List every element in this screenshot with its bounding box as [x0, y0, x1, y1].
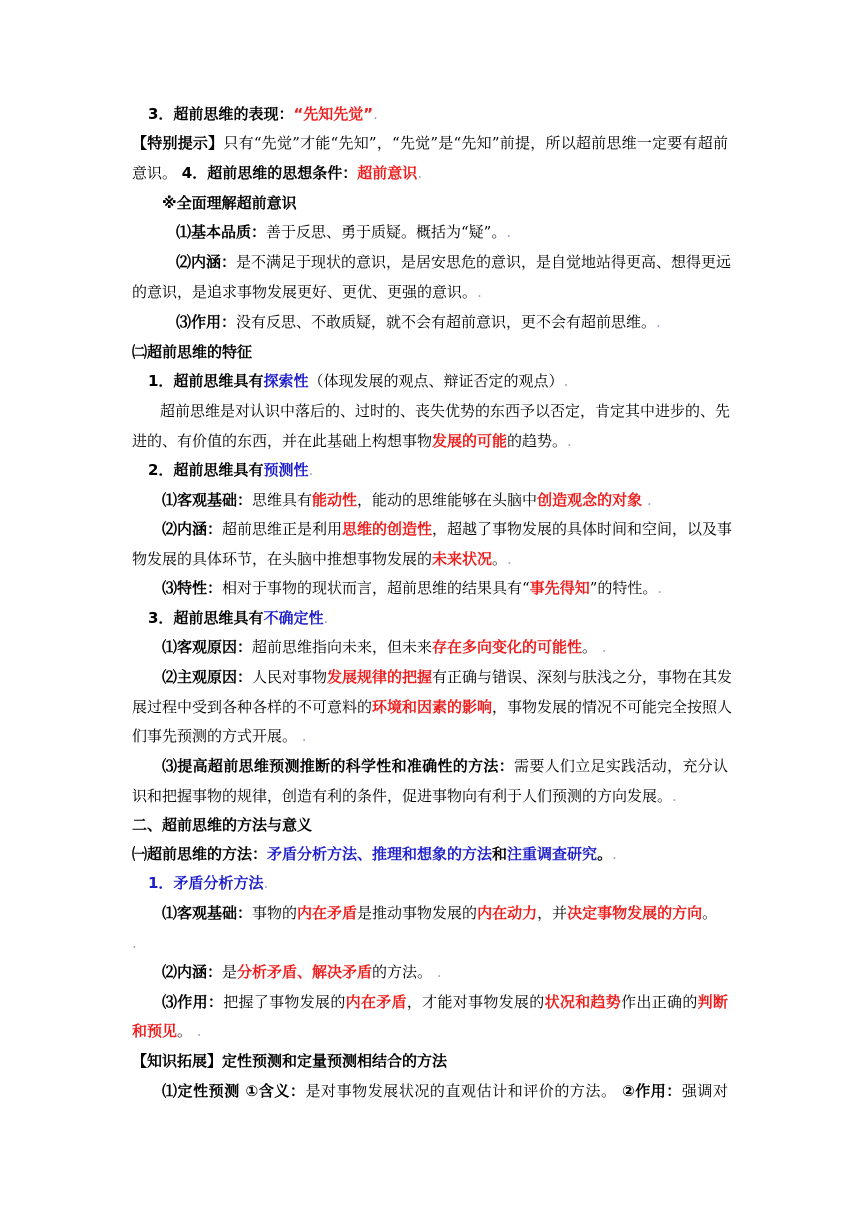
heading-uncertainty: 3．超前思维具有不确定性.	[148, 609, 329, 627]
predictive-connotation-line2: 物发展的具体环节，在头脑中推想事物发展的未来状况。.	[132, 550, 512, 568]
tip-paragraph-line1: 【特别提示】只有“先觉”才能“先知”，“先觉”是“先知”前提，所以超前思维一定要有超前	[132, 134, 728, 152]
contradiction-connotation: ⑵内涵：是分析矛盾、解决矛盾的方法。 .	[162, 963, 442, 981]
tip-paragraph-line2: 意识。 4．超前思维的思想条件：超前意识.	[132, 164, 423, 182]
exploratory-paragraph-line1: 超前思维是对认识中落后的、过时的、丧失优势的东西予以否定，肯定其中进步的、先	[160, 402, 731, 420]
contradiction-function-line2: 和预见。 .	[132, 1022, 202, 1040]
item-connotation-line2: 的意识，是追求事物发展更好、更优、更强的意识。.	[132, 283, 482, 301]
section-methods-significance: 二、超前思维的方法与意义	[132, 816, 313, 834]
heading-predictive: 2．超前思维具有预测性.	[148, 461, 314, 479]
uncertainty-subjective-line3: 们事先预测的方式开展。 .	[132, 727, 307, 745]
heading-exploratory: 1．超前思维具有探索性（体现发展的观点、辩证否定的观点）.	[148, 372, 569, 390]
section-characteristics: ㈡超前思维的特征	[132, 343, 253, 361]
method-improve-line1: ⑶提高超前思维预测推断的科学性和准确性的方法：需要人们立足实践活动，充分认	[162, 757, 728, 775]
blank-paragraph: .	[132, 934, 137, 952]
contradiction-objective-basis: ⑴客观基础：事物的内在矛盾是推动事物发展的内在动力，并决定事物发展的方向。	[162, 904, 718, 922]
heading-manifestation: 3．超前思维的表现：“先知先觉”.	[148, 105, 378, 123]
qualitative-forecast: ⑴定性预测 ①含义：是对事物发展状况的直观估计和评价的方法。 ②作用：强调对	[162, 1082, 728, 1100]
contradiction-function-line1: ⑶作用：把握了事物发展的内在矛盾，才能对事物发展的状况和趋势作出正确的判断	[162, 993, 728, 1011]
item-basic-quality: ⑴基本品质：善于反思、勇于质疑。概括为“疑”。.	[176, 223, 512, 241]
item-connotation-line1: ⑵内涵：是不满足于现状的意识，是居安思危的意识，是自觉地站得更高、想得更远	[176, 253, 732, 271]
uncertainty-subjective-line2: 展过程中受到各种各样的不可意料的环境和因素的影响，事物发展的情况不可能完全按照人	[132, 698, 733, 716]
subheading-understanding: ※全面理解超前意识	[162, 194, 297, 212]
uncertainty-subjective-line1: ⑵主观原因：人民对事物发展规律的把握有正确与错误、深刻与肤浅之分，事物在其发	[162, 668, 733, 686]
item-function: ⑶作用：没有反思、不敢质疑，就不会有超前意识，更不会有超前思维。.	[176, 313, 661, 331]
uncertainty-objective-cause: ⑴客观原因：超前思维指向未来，但未来存在多向变化的可能性。 .	[162, 638, 607, 656]
exploratory-paragraph-line2: 进的、有价值的东西，并在此基础上构想事物发展的可能的趋势。.	[132, 432, 572, 450]
predictive-objective-basis: ⑴客观基础：思维具有能动性，能动的思维能够在头脑中创造观念的对象 .	[162, 491, 652, 509]
predictive-connotation-line1: ⑵内涵：超前思维正是利用思维的创造性，超越了事物发展的具体时间和空间，以及事	[162, 520, 733, 538]
knowledge-expansion-heading: 【知识拓展】定性预测和定量预测相结合的方法	[132, 1052, 448, 1070]
method-improve-line2: 识和把握事物的规律，创造有利的条件，促进事物向有利于人们预测的方向发展。.	[132, 787, 677, 805]
predictive-property: ⑶特性：相对于事物的现状而言，超前思维的结果具有“事先得知”的特性。.	[162, 579, 663, 597]
heading-contradiction-analysis: 1．矛盾分析方法.	[148, 874, 269, 892]
methods-summary: ㈠超前思维的方法：矛盾分析方法、推理和想象的方法和注重调查研究。.	[132, 845, 617, 863]
